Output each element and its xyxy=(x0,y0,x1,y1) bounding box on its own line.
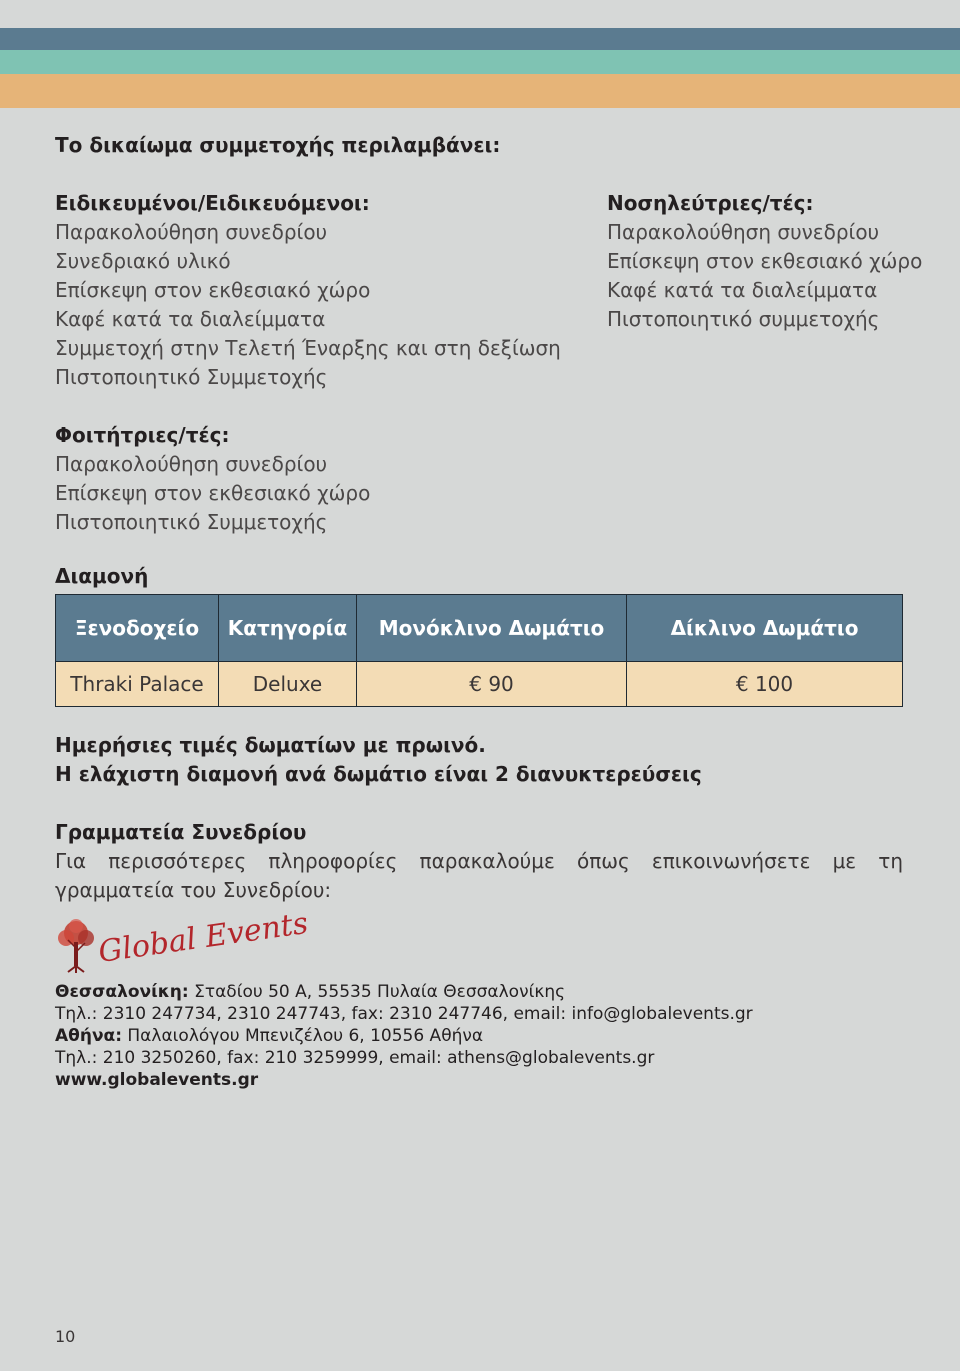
secretariat-text: Για περισσότερες πληροφορίες παρακαλούμε όπως επικοινωνήσετε με τη γραμματεία του Συνεδρίου: xyxy=(55,849,903,902)
list-item: Επίσκεψη στον εκθεσιακό χώρο xyxy=(55,481,371,505)
min-stay-note: Η ελάχιστη διαμονή ανά δωμάτιο είναι 2 διανυκτερεύσεις xyxy=(55,762,702,786)
column-header-double-room: Δίκλινο Δωμάτιο xyxy=(627,595,903,662)
cell-single-price: € 90 xyxy=(357,662,627,707)
thessaloniki-phone: Τηλ.: 2310 247734, 2310 247743, fax: 2310 247746, email: info@globalevents.gr xyxy=(55,1004,753,1024)
list-item: Παρακολούθηση συνεδρίου xyxy=(607,220,880,244)
students-block xyxy=(55,421,370,537)
thessaloniki-address: Σταδίου 50 Α, 55535 Πυλαία Θεσσαλονίκης xyxy=(188,982,566,1002)
thessaloniki-line xyxy=(55,981,753,1003)
price-note: Ημερήσιες τιμές δωματίων με πρωινό. xyxy=(55,733,486,757)
list-item: Επίσκεψη στον εκθεσιακό χώρο xyxy=(607,249,923,273)
list-item: Παρακολούθηση συνεδρίου xyxy=(55,220,328,244)
column-header-single-room: Μονόκλινο Δωμάτιο xyxy=(357,595,627,662)
table-header-row xyxy=(56,595,903,662)
specialists-heading: Ειδικευμένοι/Ειδικευόμενοι: xyxy=(55,191,370,215)
top-stripe-orange xyxy=(0,74,960,108)
athens-address: Παλαιολόγου Μπενιζέλου 6, 10556 Αθήνα xyxy=(122,1026,484,1046)
list-item: Πιστοποιητικό Συμμετοχής xyxy=(55,510,328,534)
list-item: Παρακολούθηση συνεδρίου xyxy=(55,452,328,476)
hotel-table xyxy=(55,594,903,707)
intro-heading: Το δικαίωμα συμμετοχής περιλαμβάνει: xyxy=(55,133,501,157)
secretariat-heading: Γραμματεία Συνεδρίου xyxy=(55,820,307,844)
cell-category: Deluxe xyxy=(219,662,357,707)
column-header-category: Κατηγορία xyxy=(219,595,357,662)
cell-double-price: € 100 xyxy=(627,662,903,707)
athens-label: Αθήνα: xyxy=(55,1026,122,1046)
specialists-block xyxy=(55,189,561,392)
table-row xyxy=(56,662,903,707)
tree-icon xyxy=(58,919,94,973)
accommodation-heading: Διαμονή xyxy=(55,564,149,588)
athens-line xyxy=(55,1025,753,1047)
list-item: Συνεδριακό υλικό xyxy=(55,249,231,273)
athens-phone: Τηλ.: 210 3250260, fax: 210 3259999, email: athens@globalevents.gr xyxy=(55,1048,655,1068)
list-item: Καφέ κατά τα διαλείμματα xyxy=(607,278,878,302)
thessaloniki-label: Θεσσαλονίκη: xyxy=(55,982,189,1002)
top-stripe-blue xyxy=(0,28,960,50)
list-item: Καφέ κατά τα διαλείμματα xyxy=(55,307,326,331)
list-item: Επίσκεψη στον εκθεσιακό χώρο xyxy=(55,278,371,302)
top-stripe-teal xyxy=(0,50,960,74)
contact-block xyxy=(55,981,753,1091)
column-header-hotel: Ξενοδοχείο xyxy=(56,595,219,662)
students-heading: Φοιτήτριες/τές: xyxy=(55,423,230,447)
list-item: Συμμετοχή στην Τελετή Έναρξης και στη δεξίωση xyxy=(55,336,561,360)
cell-hotel: Thraki Palace xyxy=(56,662,219,707)
nurses-block xyxy=(607,189,922,334)
list-item: Πιστοποιητικό Συμμετοχής xyxy=(55,365,328,389)
nurses-heading: Νοσηλεύτριες/τές: xyxy=(607,191,814,215)
website-link[interactable]: www.globalevents.gr xyxy=(55,1070,259,1090)
global-events-logo xyxy=(52,905,311,974)
logo-wordmark: Global Events xyxy=(96,905,311,970)
page-number: 10 xyxy=(55,1327,76,1346)
list-item: Πιστοποιητικό συμμετοχής xyxy=(607,307,880,331)
